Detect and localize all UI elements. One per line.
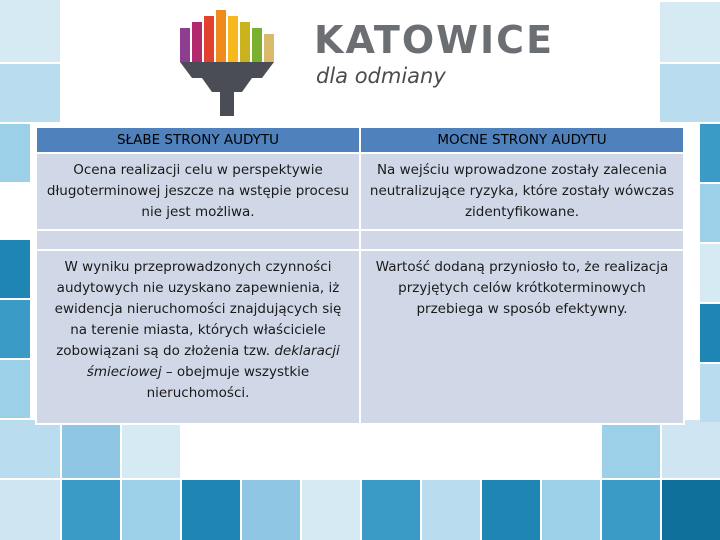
decorative-square — [0, 124, 30, 182]
brand-name: KATOWICE — [314, 18, 555, 62]
decorative-square — [0, 420, 60, 478]
katowice-logo-icon — [178, 8, 288, 120]
audit-table — [35, 126, 685, 425]
decorative-square — [662, 480, 720, 540]
decorative-square — [700, 124, 720, 182]
brand-tagline: dla odmiany — [316, 64, 446, 88]
decorative-square — [0, 360, 30, 418]
strong-point-cell: Wartość dodaną przyniosło to, że realizacja przyjętych celów krótkoterminowych przebiega w sposób efektywny. — [361, 251, 683, 423]
decorative-square — [602, 420, 660, 478]
decorative-square — [0, 64, 60, 122]
weak-point-text: W wyniku przeprowadzonych czynności audytowych nie uzyskano zapewnienia, iż ewidencja nieruchomości znajdujących się na terenie miasta, których właściciele zobowiązani są do złożenia tzw. — [54, 259, 342, 359]
table-row — [37, 154, 683, 229]
decorative-square — [242, 480, 300, 540]
decorative-square — [362, 480, 420, 540]
decorative-square — [0, 480, 60, 540]
empty-cell — [361, 231, 683, 249]
empty-cell — [37, 231, 359, 249]
decorative-square — [700, 244, 720, 302]
decorative-square — [700, 304, 720, 362]
decorative-square — [182, 480, 240, 540]
decorative-square — [302, 480, 360, 540]
decorative-square — [482, 480, 540, 540]
weak-point-italic-text: deklaracji śmieciowej — [86, 343, 340, 380]
decorative-square — [422, 480, 480, 540]
table-header-row — [37, 128, 683, 152]
decorative-square — [660, 64, 720, 122]
decorative-square — [122, 480, 180, 540]
decorative-square — [660, 2, 720, 62]
decorative-square — [0, 0, 60, 62]
decorative-square — [122, 420, 180, 478]
strong-point-cell: Na wejściu wprowadzone zostały zalecenia neutralizujące ryzyka, które zostały wówczas zidentyfikowane. — [361, 154, 683, 229]
decorative-square — [542, 480, 600, 540]
decorative-square — [700, 184, 720, 242]
table-row-empty — [37, 231, 683, 249]
weak-point-cell — [37, 251, 359, 423]
decorative-square — [62, 420, 120, 478]
decorative-square — [0, 240, 30, 298]
weak-point-cell: Ocena realizacji celu w perspektywie długoterminowej jeszcze na wstępie procesu nie jest możliwa. — [37, 154, 359, 229]
header-strong-points: MOCNE STRONY AUDYTU — [361, 128, 683, 152]
decorative-square — [602, 480, 660, 540]
table-row — [37, 251, 683, 423]
decorative-square — [700, 364, 720, 422]
decorative-square — [0, 300, 30, 358]
header-weak-points: SŁABE STRONY AUDYTU — [37, 128, 359, 152]
weak-point-text-end: – obejmuje wszystkie nieruchomości. — [146, 364, 310, 401]
decorative-square — [662, 420, 720, 478]
decorative-square — [62, 480, 120, 540]
